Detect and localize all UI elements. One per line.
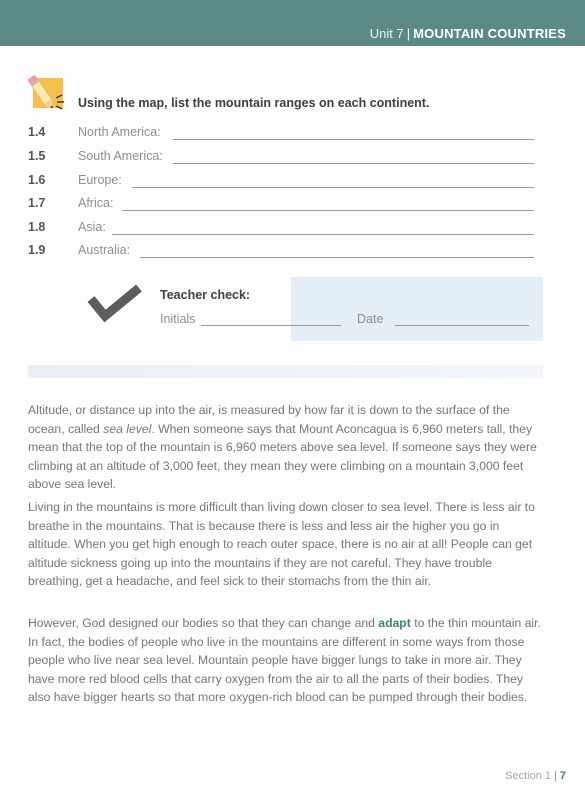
question-label: Australia:	[78, 243, 131, 257]
footer-separator: |	[554, 770, 557, 782]
date-label: Date	[357, 312, 384, 326]
question-number: 1.4	[28, 125, 46, 139]
question-row	[28, 220, 538, 238]
question-label: Europe:	[78, 173, 122, 187]
vocab-word-adapt: adapt	[378, 616, 411, 630]
instruction-text: Using the map, list the mountain ranges on each continent.	[78, 96, 430, 110]
unit-label: Unit 7	[369, 26, 404, 41]
question-number: 1.9	[28, 243, 46, 257]
question-label: Asia:	[78, 220, 106, 234]
pencil-icon	[22, 72, 70, 120]
section-label: Section 1	[505, 770, 552, 782]
paragraph-mountain-living: Living in the mountains is more difficult than living down closer to sea level. There is less air to breathe in the mountains. That is because there is less and less air the higher you go in altitude. When you get high enough to reach outer space, there is no air at all! People can get altitude sickness going up into the mountains if they are not careful. They have trouble breathing, get a headache, and feel sick to their stomachs from the thin air.	[28, 500, 535, 589]
teacher-check-title: Teacher check:	[160, 288, 251, 302]
paragraph-adaptation	[28, 614, 543, 707]
checkmark-icon	[86, 283, 146, 325]
question-number: 1.8	[28, 220, 46, 234]
answer-line-south-america[interactable]	[173, 163, 534, 164]
date-field[interactable]	[395, 325, 529, 326]
question-number: 1.5	[28, 149, 46, 163]
paragraph-text: . When someone says that Mount Aconcagua is 6,960 meters tall, they mean that the top of the mountain is 6,960 meters above sea level. If someone says they were climbing at an altitude of 3,000 feet, they mean they were climbing on a mountain 3,000 feet above sea level.	[28, 421, 537, 492]
term-sea-level: sea level	[103, 421, 152, 436]
initials-label: Initials	[160, 312, 196, 326]
question-label: Africa:	[78, 196, 114, 210]
page-footer	[505, 770, 566, 782]
question-label: North America:	[78, 125, 161, 139]
question-number: 1.7	[28, 196, 46, 210]
section-divider	[28, 365, 543, 378]
question-label: South America:	[78, 149, 163, 163]
answer-line-north-america[interactable]	[173, 139, 534, 140]
question-row	[28, 125, 538, 143]
unit-header	[370, 26, 566, 41]
teacher-check-panel	[291, 277, 543, 341]
initials-field[interactable]	[201, 325, 341, 326]
answer-line-africa[interactable]	[122, 210, 534, 211]
page-number: 7	[559, 770, 566, 782]
answer-line-australia[interactable]	[140, 257, 534, 258]
question-row	[28, 243, 538, 261]
answer-line-europe[interactable]	[132, 187, 534, 188]
paragraph-text: Altitude, or distance up into the air, is measured by how far it is down to the surface of the ocean, called	[28, 403, 510, 436]
question-number: 1.6	[28, 173, 46, 187]
paragraph-text: to the thin mountain air. In fact, the bodies of people who live in the mountains are different in some ways from those people who live near sea level. Mountain people have bigger lungs to take in more air. They have more red blood cells that carry oxygen from the air to all the parts of their bodies. They also have bigger hearts so that more oxygen-rich blood can be pumped through their bodies.	[28, 616, 541, 705]
question-row	[28, 196, 538, 214]
question-row	[28, 149, 538, 167]
paragraph-text: However, God designed our bodies so that they can change and	[28, 616, 379, 630]
paragraph-altitude	[28, 401, 543, 494]
header-separator: |	[406, 26, 411, 41]
question-row	[28, 173, 538, 191]
unit-title: MOUNTAIN COUNTRIES	[413, 26, 566, 41]
answer-line-asia[interactable]	[112, 234, 534, 235]
